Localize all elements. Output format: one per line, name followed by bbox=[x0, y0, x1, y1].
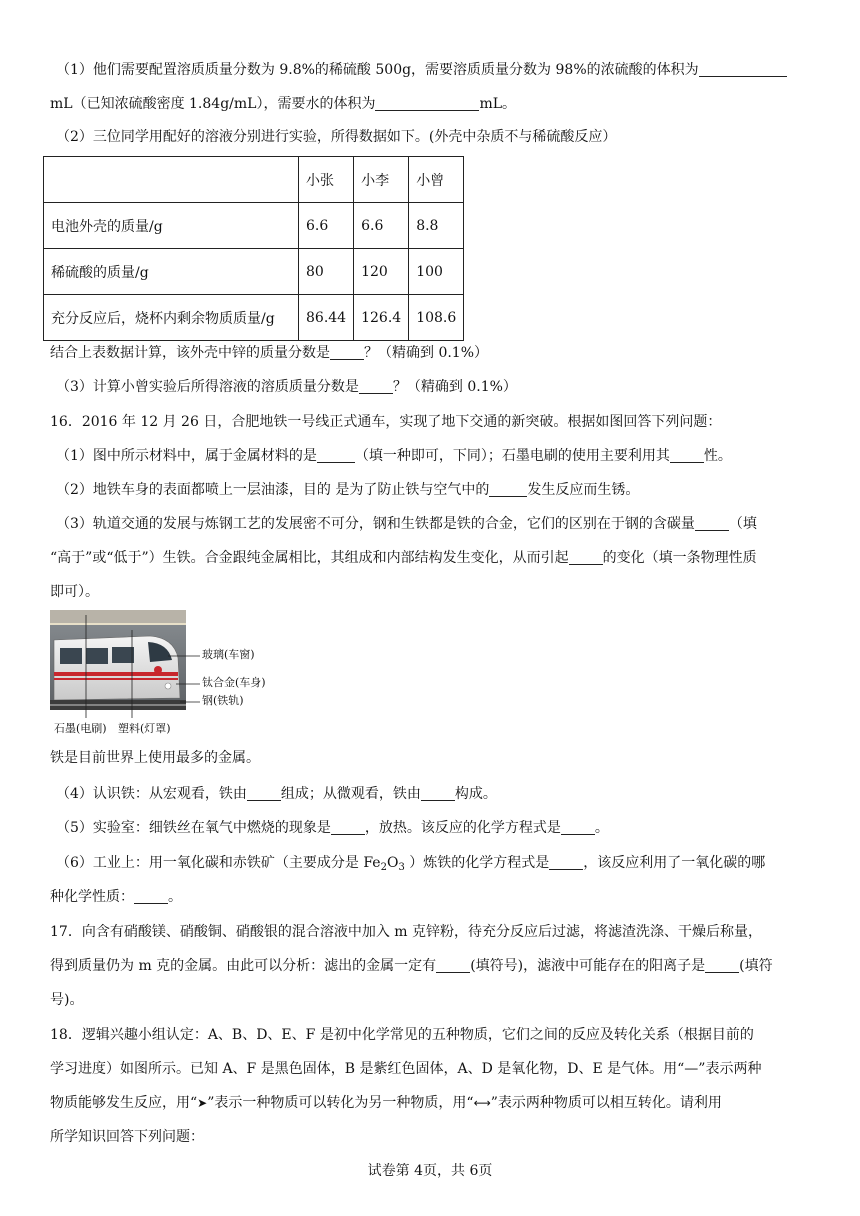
q16-s3-line1: （3）轨道交通的发展与炼钢工艺的发展密不可分，钢和生铁都是铁的合金，它们的区别在于钢的含碳量 （填 bbox=[56, 516, 757, 532]
q18-line3: 物质能够发生反应，用“➤”表示一种物质可以转化为另一种物质，用“⟷”表示两种物质可以相互转化。请利用 bbox=[50, 1092, 812, 1114]
answer-blank[interactable] bbox=[375, 94, 479, 111]
answer-blank[interactable] bbox=[331, 818, 365, 835]
table-row bbox=[44, 203, 464, 249]
table-cell bbox=[44, 157, 299, 203]
table-header-cell: 小曾 bbox=[409, 157, 464, 203]
q18-line1: 18．逻辑兴趣小组认定：A、B、D、E、F 是初中化学常见的五种物质，它们之间的反应及转化关系（根据目前的 bbox=[50, 1027, 754, 1043]
answer-blank[interactable] bbox=[569, 548, 603, 565]
page-footer: 试卷第 4页，共 6页 bbox=[367, 1163, 493, 1179]
q16-s4: （4）认识铁：从宏观看，铁由 组成；从微观看，铁由 构成。 bbox=[56, 786, 497, 802]
q16-s2: （2）地铁车身的表面都喷上一层油漆，目的 是为了防止铁与空气中的 发生反应而生锈。 bbox=[56, 482, 640, 498]
answer-blank[interactable] bbox=[330, 343, 364, 360]
answer-blank[interactable] bbox=[489, 480, 527, 497]
answer-blank[interactable] bbox=[705, 956, 739, 973]
arrow-right-icon: ➤ bbox=[197, 1096, 208, 1110]
table-cell: 6.6 bbox=[354, 203, 409, 249]
q16-s3-line2: “高于”或“低于”）生铁。合金跟纯金属相比，其组成和内部结构发生变化，从而引起 的变化（填一条物理性质 bbox=[50, 550, 757, 566]
table-cell: 126.4 bbox=[354, 295, 409, 341]
q16-s5: （5）实验室：细铁丝在氧气中燃烧的现象是 ，放热。该反应的化学方程式是 。 bbox=[56, 820, 609, 836]
table-header-cell: 小张 bbox=[299, 157, 354, 203]
table-cell: 6.6 bbox=[299, 203, 354, 249]
answer-blank[interactable] bbox=[549, 853, 583, 870]
answer-blank[interactable] bbox=[695, 514, 729, 531]
label-steel: 钢(铁轨) bbox=[202, 694, 244, 707]
answer-blank[interactable] bbox=[561, 818, 595, 835]
table-cell: 稀硫酸的质量/g bbox=[44, 249, 299, 295]
subway-train-image bbox=[50, 610, 290, 740]
q15-part1-line1: （1）他们需要配置溶质质量分数为 9.8%的稀硫酸 500g，需要溶质质量分数为 98%的浓硫酸的体积为 bbox=[56, 59, 812, 81]
q16-after-figure: 铁是目前世界上使用最多的金属。 bbox=[50, 750, 260, 766]
table-cell: 108.6 bbox=[409, 295, 464, 341]
q16-intro: 16．2016 年 12 月 26 日，合肥地铁一号线正式通车，实现了地下交通的新突破。根据如图回答下列问题： bbox=[50, 414, 722, 430]
table-row bbox=[44, 249, 464, 295]
answer-blank[interactable] bbox=[699, 60, 787, 77]
q16-s6-line1: （6）工业上：用一氧化碳和赤铁矿（主要成分是 $Fe_2O_3$ ）炼铁的化学方程式是 ，该反应利用了一氧化碳的哪 bbox=[56, 855, 766, 873]
answer-blank[interactable] bbox=[670, 446, 704, 463]
q17-line3: 号)。 bbox=[50, 992, 84, 1008]
table-cell: 8.8 bbox=[409, 203, 464, 249]
q16-s1: （1）图中所示材料中，属于金属材料的是 （填一种即可，下同）；石墨电刷的使用主要利用其 性。 bbox=[56, 448, 732, 464]
label-graphite: 石墨(电刷) bbox=[54, 722, 107, 735]
table-cell: 80 bbox=[299, 249, 354, 295]
table-cell: 120 bbox=[354, 249, 409, 295]
label-plastic: 塑料(灯罩) bbox=[118, 722, 171, 735]
answer-blank[interactable] bbox=[317, 446, 355, 463]
label-titanium: 钛合金(车身) bbox=[202, 676, 266, 689]
answer-blank[interactable] bbox=[359, 377, 393, 394]
q15-part2-intro: （2）三位同学用配好的溶液分别进行实验，所得数据如下。(外壳中杂质不与稀硫酸反应） bbox=[56, 129, 617, 145]
experiment-data-table bbox=[43, 156, 464, 341]
q18-line2: 学习进度）如图所示。已知 A、F 是黑色固体，B 是紫红色固体，A、D 是氧化物，D、E 是气体。用“—”表示两种 bbox=[50, 1061, 762, 1077]
q15-part3: （3）计算小曾实验后所得溶液的溶质质量分数是 ？（精确到 0.1%） bbox=[56, 379, 517, 395]
q16-s6-line2: 种化学性质： 。 bbox=[50, 889, 182, 905]
table-cell: 100 bbox=[409, 249, 464, 295]
subway-train-figure bbox=[50, 610, 290, 740]
table-cell: 86.44 bbox=[299, 295, 354, 341]
q15-part1-line2: mL（已知浓硫酸密度 1.84g/mL），需要水的体积为 mL。 bbox=[50, 96, 517, 112]
answer-blank[interactable] bbox=[421, 784, 455, 801]
label-glass: 玻璃(车窗) bbox=[202, 648, 255, 661]
q17-line2: 得到质量仍为 m 克的金属。由此可以分析：滤出的金属一定有 (填符号)，滤液中可能存在的阳离子是 (填符 bbox=[50, 958, 773, 974]
table-header-cell: 小李 bbox=[354, 157, 409, 203]
q15-part2-calc: 结合上表数据计算，该外壳中锌的质量分数是 ？（精确到 0.1%） bbox=[50, 345, 489, 361]
answer-blank[interactable] bbox=[247, 784, 281, 801]
table-cell: 电池外壳的质量/g bbox=[44, 203, 299, 249]
double-arrow-icon: ⟷ bbox=[473, 1096, 491, 1110]
table-header-row bbox=[44, 157, 464, 203]
q18-line4: 所学知识回答下列问题： bbox=[50, 1129, 204, 1145]
q16-s3-line3: 即可）。 bbox=[50, 584, 99, 600]
q17-line1: 17．向含有硝酸镁、硝酸铜、硝酸银的混合溶液中加入 m 克锌粉，待充分反应后过滤，将滤渣洗涤、干燥后称量， bbox=[50, 924, 762, 940]
table-cell: 充分反应后，烧杯内剩余物质质量/g bbox=[44, 295, 299, 341]
answer-blank[interactable] bbox=[134, 887, 168, 904]
answer-blank[interactable] bbox=[436, 956, 470, 973]
table-row bbox=[44, 295, 464, 341]
